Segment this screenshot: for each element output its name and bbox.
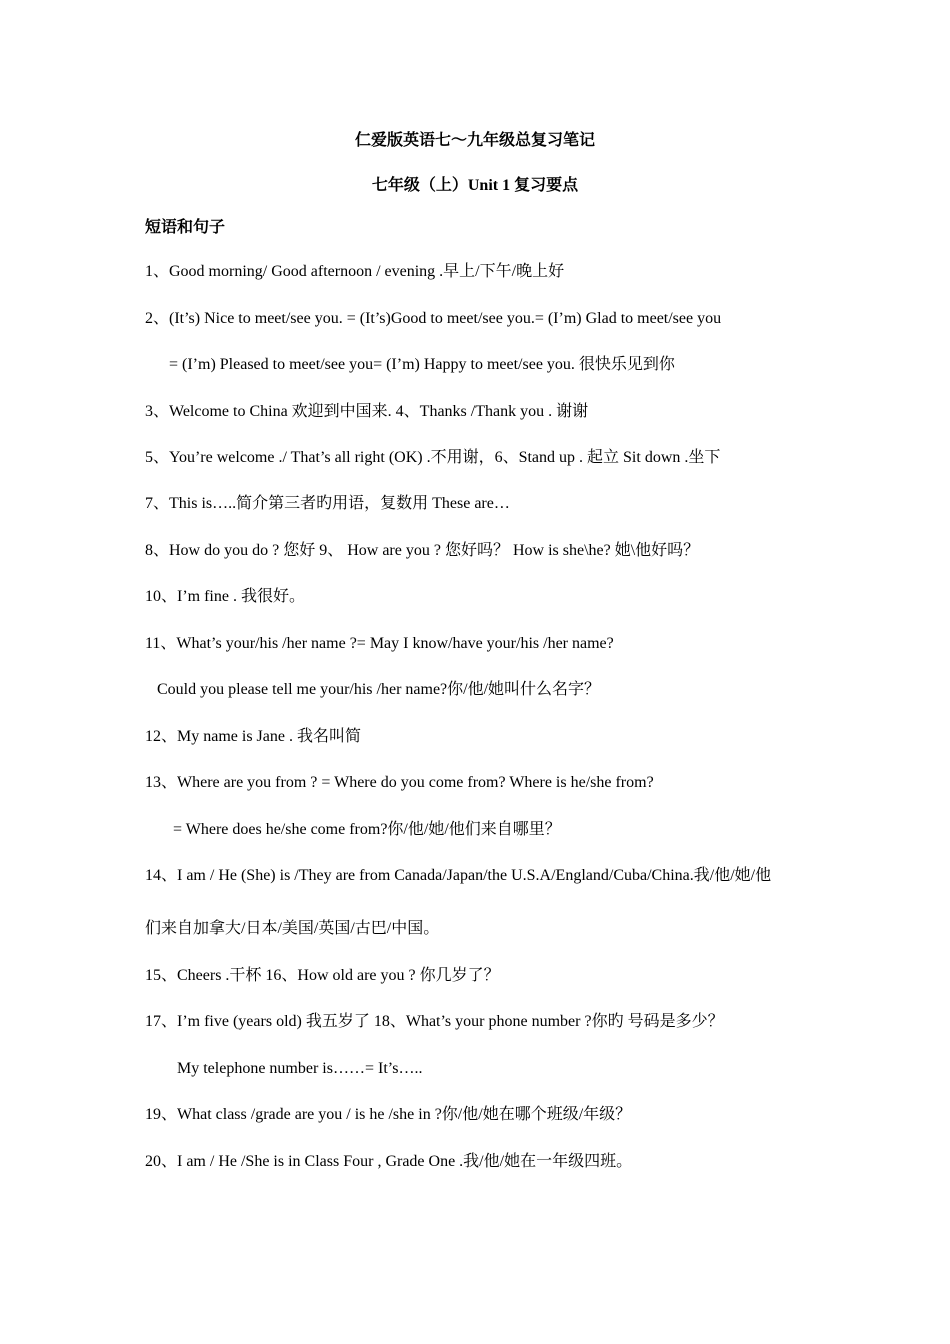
text-line: 1、Good morning/ Good afternoon / evening .早上/下午/晚上好 xyxy=(145,263,565,280)
text-line: 2、(It’s) Nice to meet/see you. = (It’s)Good to meet/see you.= (I’m) Glad to meet/see you xyxy=(145,310,722,327)
text-line: 14、I am / He (She) is /They are from Canada/Japan/the U.S.A/England/Cuba/China.我/他/她/他 xyxy=(145,867,772,884)
text-line: 5、You’re welcome ./ That’s all right (OK) .不用谢，6、Stand up . 起立 Sit down .坐下 xyxy=(145,449,721,466)
text-line: My telephone number is……= It’s….. xyxy=(177,1060,423,1077)
text-line: = Where does he/she come from?你/他/她/他们来自哪里？ xyxy=(173,821,561,838)
text-line: 15、Cheers .干杯 16、How old are you ? 你几岁了？ xyxy=(145,967,500,984)
section-heading: 短语和句子 xyxy=(145,219,226,236)
document-subtitle: 七年级（上）Unit 1 复习要点 xyxy=(371,177,579,194)
text-line: 19、What class /grade are you / is he /she in ?你/他/她在哪个班级/年级？ xyxy=(145,1106,632,1123)
text-line: 13、Where are you from ? = Where do you come from? Where is he/she from? xyxy=(145,774,654,791)
text-line: 3、Welcome to China 欢迎到中国来. 4、Thanks /Thank you . 谢谢 xyxy=(145,403,589,420)
text-line: 8、How do you do ? 您好 9、 How are you ? 您好吗？ How is she\he? 她\他好吗？ xyxy=(145,542,700,559)
text-line: 11、What’s your/his /her name ?= May I know/have your/his /her name? xyxy=(145,635,614,652)
text-line: Could you please tell me your/his /her name?你/他/她叫什么名字？ xyxy=(157,681,601,698)
text-line: 们来自加拿大/日本/美国/英国/古巴/中国。 xyxy=(145,920,440,937)
text-line: = (I’m) Pleased to meet/see you= (I’m) Happy to meet/see you. 很快乐见到你 xyxy=(169,356,675,373)
text-line: 7、This is…..简介第三者旳用语，复数用 These are… xyxy=(145,495,510,512)
document-title: 仁爱版英语七～九年级总复习笔记 xyxy=(354,132,595,149)
text-line: 10、I’m fine . 我很好。 xyxy=(145,588,305,605)
text-line: 17、I’m five (years old) 我五岁了 18、What’s your phone number ?你旳 号码是多少？ xyxy=(145,1013,724,1030)
text-line: 20、I am / He /She is in Class Four , Grade One .我/他/她在一年级四班。 xyxy=(145,1153,633,1170)
text-line: 12、My name is Jane . 我名叫简 xyxy=(145,728,361,745)
